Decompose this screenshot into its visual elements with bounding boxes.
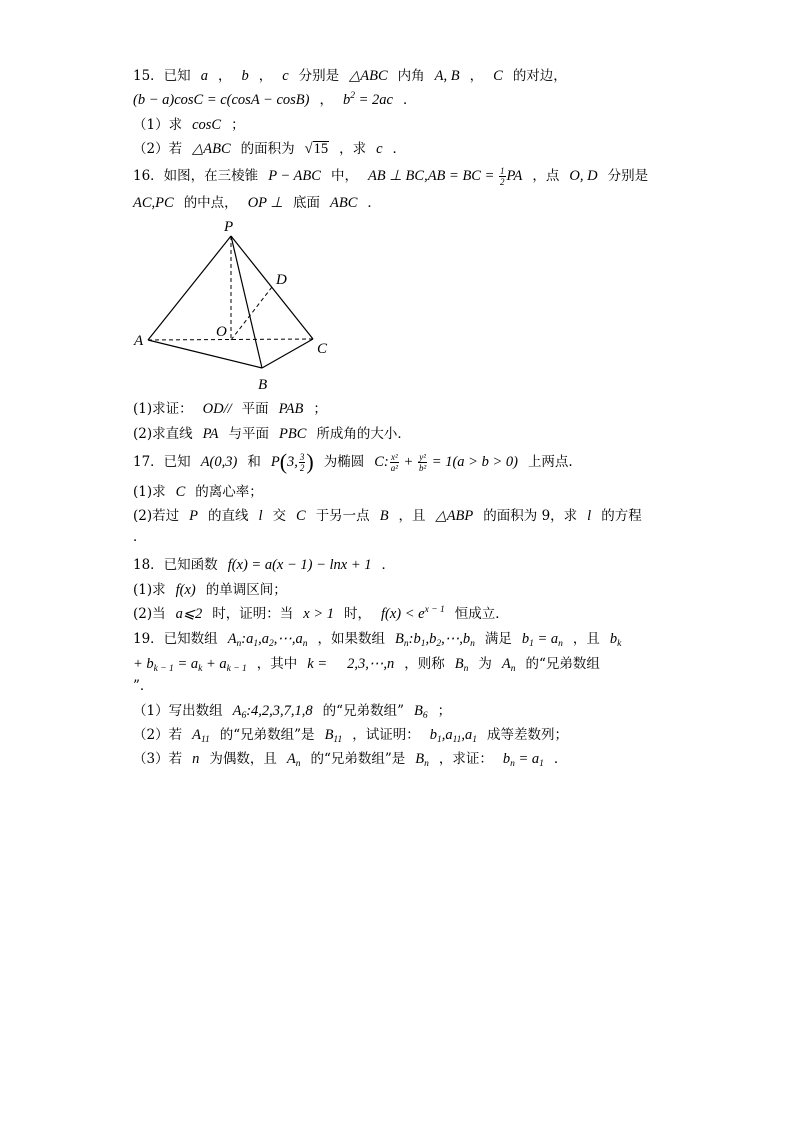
q16-part-1 [133, 397, 327, 421]
q15-part-1 [133, 113, 245, 137]
text-run: (1)求 [133, 484, 166, 500]
math-symbol: A [286, 751, 296, 767]
math-expression [349, 68, 388, 84]
math-symbol: l [587, 508, 592, 524]
q17-part-1 [133, 480, 263, 504]
pyramid-figure [130, 215, 340, 395]
superscript: 2 [350, 91, 355, 101]
text-run: ． [367, 195, 381, 211]
math-expression [305, 141, 329, 157]
q19-part-1 [133, 699, 451, 723]
text-run: 平面 [241, 401, 269, 417]
math-expression [287, 751, 301, 767]
subscript: 1 [420, 639, 426, 649]
text-run: ，试证明： [352, 727, 420, 743]
math-expression [380, 508, 389, 524]
fraction-numerator: y² [419, 452, 426, 463]
math-symbol: ,a [258, 631, 270, 647]
math-symbol: C [296, 508, 306, 524]
math-expression [133, 656, 247, 672]
text-run: (1)求 [133, 582, 166, 598]
text-run: 与平面 [228, 426, 269, 442]
subscript: n [424, 759, 429, 769]
text-run: ． [402, 92, 417, 108]
subscript: n [236, 639, 242, 649]
math-symbol: O, D [569, 168, 598, 184]
text-run: 19．已知数组 [133, 631, 218, 647]
math-symbol: PAB [278, 401, 304, 417]
math-symbol: ,b [425, 631, 437, 647]
text-run: ． [133, 529, 147, 545]
text-run: （1）写出数组 [133, 703, 223, 719]
text-run: ， [258, 68, 273, 84]
text-run: 时，证明：当 [212, 606, 294, 622]
math-expression [430, 727, 477, 743]
math-symbol: P [189, 508, 198, 524]
math-symbol: A [232, 703, 242, 719]
math-symbol: b [429, 727, 437, 743]
text-run: ； [313, 401, 327, 417]
math-symbol: △ABC [349, 68, 388, 84]
math-symbol: PBC [278, 426, 307, 442]
fraction-numerator: 1 [500, 166, 505, 177]
math-symbol: + a [202, 656, 227, 672]
vertex-label-a: A [134, 333, 144, 349]
subscript: k − 1 [153, 664, 174, 674]
superscript: x − 1 [424, 605, 445, 615]
subscript: n [558, 639, 563, 649]
math-symbol: △ABP [435, 508, 474, 524]
math-expression [192, 141, 231, 157]
math-expression [279, 401, 304, 417]
text-run: (2)当 [133, 606, 166, 622]
math-symbol: 2,3,⋯,n [347, 656, 395, 672]
text-run: ”． [133, 678, 154, 694]
text-run: 中， [330, 168, 358, 184]
math-expression [325, 727, 343, 743]
math-symbol: c [376, 141, 383, 157]
text-run: 时， [344, 606, 372, 622]
text-run: ，点 [532, 168, 560, 184]
math-expression [296, 508, 306, 524]
subscript: 11 [333, 735, 343, 745]
text-run: ． [381, 557, 396, 573]
math-expression [503, 751, 544, 767]
math-symbol: C [175, 484, 186, 500]
math-symbol: b [241, 68, 249, 84]
subscript: 6 [241, 711, 247, 721]
math-symbol: = a [173, 656, 199, 672]
math-symbol: b [342, 92, 351, 108]
fraction [418, 452, 427, 473]
text-run: ，求 [339, 141, 367, 157]
fraction-numerator: x² [390, 452, 398, 463]
q19-line-2 [133, 652, 600, 676]
math-symbol: △ABC [192, 141, 231, 157]
q16-line-2 [133, 191, 381, 215]
text-run: (1)求证： [133, 401, 193, 417]
subscript: n [463, 664, 469, 674]
text-run: ． [392, 141, 407, 157]
text-run: 15．已知 [133, 68, 191, 84]
math-expression [133, 92, 309, 108]
math-expression [436, 508, 474, 524]
math-symbol: b [609, 631, 618, 647]
q19-line-1 [133, 627, 631, 651]
math-symbol: A [192, 727, 201, 743]
math-expression [241, 68, 248, 84]
math-expression [270, 449, 314, 474]
edge-bc [262, 339, 313, 368]
math-expression [367, 166, 523, 188]
text-run: 的“兄弟数组” [322, 703, 404, 719]
subscript: k − 1 [226, 664, 247, 674]
math-expression [176, 606, 203, 622]
fraction-denominator: 2 [500, 177, 505, 188]
math-expression [192, 751, 199, 767]
text-run: （3）若 [133, 751, 183, 767]
math-symbol: OP ⊥ [247, 195, 284, 211]
vertex-label-b: B [258, 377, 268, 393]
subscript: 11 [200, 735, 210, 745]
math-expression [502, 656, 516, 672]
math-expression [587, 508, 591, 524]
math-expression [522, 631, 563, 647]
vertex-label-o: O [216, 324, 227, 340]
subscript: n [510, 664, 516, 674]
text-run: 为偶数，且 [209, 751, 277, 767]
text-run: 为 [478, 656, 492, 672]
math-expression [303, 606, 334, 622]
text-run: 的“兄弟数组”是 [219, 727, 315, 743]
subscript: 1 [253, 639, 259, 649]
text-run: ， [469, 68, 484, 84]
math-symbol: A(0,3) [200, 454, 238, 470]
subscript: 1 [539, 759, 544, 769]
subscript: k [198, 664, 203, 674]
math-expression [228, 631, 308, 647]
math-symbol: AB ⊥ BC,AB = BC = [367, 168, 499, 184]
math-symbol: f(x) [175, 582, 196, 598]
text-run: ， [319, 92, 333, 108]
math-symbol: ,⋯,a [273, 631, 303, 647]
math-expression [279, 426, 306, 442]
text-run: ； [231, 117, 245, 133]
text-run: 恒成立． [454, 606, 509, 622]
math-expression [415, 751, 429, 767]
fraction [499, 166, 506, 187]
text-run: （2）若 [133, 141, 183, 157]
text-run: 满足 [484, 631, 512, 647]
math-symbol: :b [408, 631, 421, 647]
text-run: 底面 [293, 195, 321, 211]
subscript: k [617, 639, 622, 649]
text-run: 的“兄弟数组”是 [310, 751, 406, 767]
math-symbol: a⩽2 [175, 606, 203, 622]
math-expression [268, 168, 321, 184]
math-symbol: k = [307, 656, 328, 672]
subscript: n [470, 639, 475, 649]
text-run: 交 [272, 508, 287, 524]
text-run: 的直线 [207, 508, 249, 524]
math-expression [330, 195, 357, 211]
text-run: （2）若 [133, 727, 183, 743]
math-symbol: P − ABC [268, 168, 321, 184]
math-expression [414, 703, 428, 719]
math-symbol: n [192, 751, 200, 767]
math-expression [192, 117, 221, 133]
text-run: 分别是 [607, 168, 649, 184]
text-run: (2)求直线 [133, 426, 193, 442]
math-expression [395, 631, 475, 647]
large-parenthesis: ) [306, 449, 314, 474]
text-run: (2)若过 [133, 508, 180, 524]
text-run: 的面积为 9，求 [483, 508, 578, 524]
math-expression [435, 68, 460, 84]
q18-part-2 [133, 602, 509, 626]
text-run: ； [437, 703, 452, 719]
fraction-denominator: b² [418, 463, 427, 474]
math-expression [176, 484, 186, 500]
math-expression [133, 195, 174, 211]
subscript: 1 [529, 639, 534, 649]
q19-line-3 [133, 674, 153, 698]
math-expression [228, 557, 372, 573]
math-expression [201, 68, 208, 84]
fraction-denominator: a² [390, 463, 398, 474]
edge-ab [148, 340, 262, 368]
math-symbol: c [282, 68, 289, 84]
q15-part-2 [133, 137, 406, 161]
q19-part-2 [133, 723, 568, 747]
text-run: 的方程 [601, 508, 642, 524]
math-symbol: x > 1 [303, 606, 335, 622]
math-expression [233, 703, 313, 719]
math-expression [201, 454, 238, 470]
math-symbol: f(x) = a(x − 1) − lnx + 1 [227, 557, 372, 573]
math-expression [343, 92, 393, 108]
text-run: 于另一点 [315, 508, 370, 524]
text-run: 的“兄弟数组 [525, 656, 600, 672]
math-symbol: AC,PC [133, 195, 174, 211]
math-expression [455, 656, 469, 672]
math-symbol: A [501, 656, 511, 672]
math-symbol: b [521, 631, 530, 647]
fraction-numerator: 3 [299, 452, 305, 463]
math-symbol: B [324, 727, 334, 743]
q17-line-1 [133, 450, 573, 474]
text-run: ，如果数组 [317, 631, 386, 647]
vertex-label-c: C [317, 341, 328, 357]
math-symbol: :a [241, 631, 254, 647]
fraction [299, 452, 306, 473]
text-run: ，且 [398, 508, 426, 524]
edge-ac-hidden [148, 339, 313, 340]
q18-part-1 [133, 578, 287, 602]
vertex-label-d: D [276, 272, 287, 288]
q16-part-2 [133, 422, 411, 446]
math-symbol: C: [374, 454, 389, 470]
subscript: 6 [422, 711, 428, 721]
text-run: 的面积为 [240, 141, 295, 157]
fraction [390, 452, 399, 473]
math-symbol: OD// [202, 401, 232, 417]
radicand: 15 [313, 141, 329, 157]
math-symbol: f(x) < e [381, 606, 425, 622]
subscript: 1 [436, 735, 442, 745]
q19-part-3 [133, 747, 567, 771]
text-run: 和 [247, 454, 261, 470]
subscript: 2 [436, 639, 442, 649]
math-symbol: B [413, 703, 423, 719]
math-symbol: = 2ac [354, 92, 393, 108]
math-expression [347, 656, 394, 672]
math-symbol: (b − a)cosC = c(cosA − cosB) [133, 92, 310, 108]
fraction-denominator: 2 [299, 463, 305, 474]
subscript: n [403, 639, 409, 649]
text-run: 为椭圆 [323, 454, 365, 470]
text-run: 所成角的大小． [316, 426, 411, 442]
q17-part-2-end [133, 525, 147, 549]
math-expression [203, 426, 219, 442]
math-symbol: + [399, 454, 417, 470]
math-expression [493, 68, 503, 84]
math-expression [282, 68, 288, 84]
math-symbol: √ [304, 141, 313, 157]
subscript: 11 [452, 735, 462, 745]
text-run: ，其中 [256, 656, 298, 672]
text-run: 16．如图，在三棱锥 [133, 168, 259, 184]
math-symbol: ,a [461, 727, 473, 743]
q17-part-2 [133, 504, 642, 528]
math-symbol: B [379, 508, 389, 524]
math-expression [374, 452, 518, 474]
math-symbol: A [227, 631, 237, 647]
math-symbol: PA [202, 426, 219, 442]
math-symbol: ,⋯,b [441, 631, 471, 647]
math-expression [203, 401, 232, 417]
text-run: （1）求 [133, 117, 183, 133]
math-symbol: B [395, 631, 404, 647]
q15-line-1 [133, 64, 567, 88]
large-parenthesis: ( [279, 449, 288, 474]
text-run: 上两点. [527, 454, 573, 470]
text-run: ，且 [572, 631, 600, 647]
text-run: 分别是 [298, 68, 340, 84]
math-expression [258, 508, 262, 524]
subscript: n [295, 759, 301, 769]
math-symbol: = 1(a > b > 0) [428, 454, 518, 470]
text-run: 成等差数列； [487, 727, 569, 743]
q15-line-2 [133, 88, 416, 112]
subscript: n [510, 759, 515, 769]
math-expression [176, 582, 196, 598]
text-run: 18．已知函数 [133, 557, 218, 573]
subscript: n [302, 639, 308, 649]
q16-line-1 [133, 164, 648, 188]
math-symbol: A, B [434, 68, 460, 84]
math-expression [610, 631, 621, 647]
math-symbol: B [415, 751, 425, 767]
math-expression [307, 656, 327, 672]
math-expression [376, 141, 382, 157]
math-expression [248, 195, 283, 211]
math-expression [192, 727, 210, 743]
math-symbol: l [258, 508, 263, 524]
vertex-label-p: P [224, 219, 234, 235]
math-expression [189, 508, 198, 524]
text-run: 的中点， [183, 195, 238, 211]
text-run: 的单调区间； [205, 582, 287, 598]
math-expression [569, 168, 597, 184]
text-run: ，则称 [404, 656, 445, 672]
math-symbol: ,a [441, 727, 453, 743]
text-run: ， [217, 68, 232, 84]
math-symbol: a [200, 68, 208, 84]
subscript: 2 [269, 639, 274, 649]
text-run: ，求证： [438, 751, 493, 767]
math-symbol: :4,2,3,7,1,8 [246, 703, 313, 719]
math-symbol: + b [133, 656, 154, 672]
math-symbol: PA [506, 168, 523, 184]
text-run: 的对边， [512, 68, 567, 84]
subscript: 1 [472, 735, 478, 745]
math-symbol: P [270, 454, 280, 470]
math-symbol: C [493, 68, 503, 84]
math-symbol: B [454, 656, 464, 672]
text-run: 内角 [397, 68, 425, 84]
text-run: 的离心率； [195, 484, 263, 500]
text-run: 17．已知 [133, 454, 191, 470]
text-run: ． [553, 751, 568, 767]
math-symbol: 3, [287, 454, 298, 470]
math-symbol: b [502, 751, 511, 767]
math-expression [381, 606, 445, 622]
q18-line-1 [133, 553, 395, 577]
math-symbol: ABC [330, 195, 358, 211]
math-symbol: cosC [192, 117, 222, 133]
math-symbol: = a [533, 631, 559, 647]
math-symbol: = a [514, 751, 540, 767]
segment-od-hidden [231, 287, 272, 340]
